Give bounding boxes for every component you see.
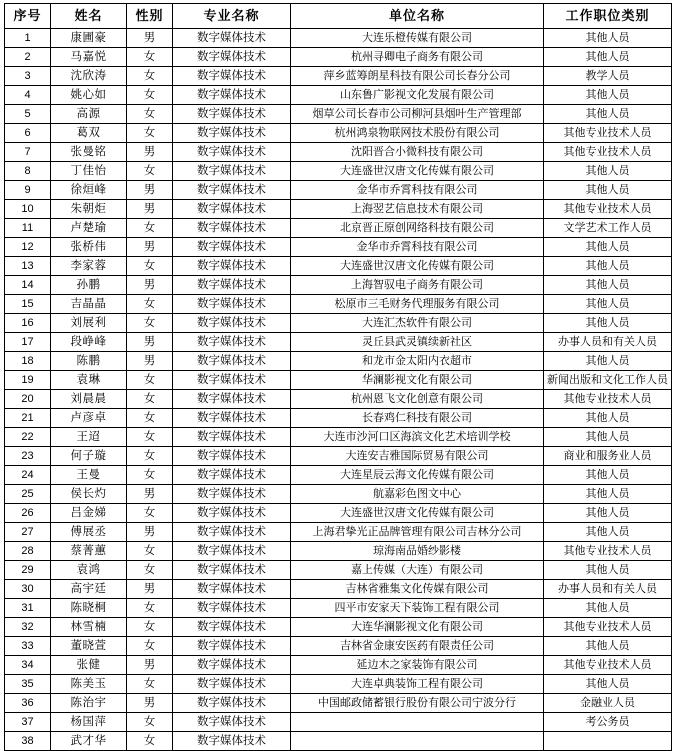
cell-name: 陈治宇 [51,694,127,713]
header-gender: 性别 [127,4,173,29]
cell-gender: 女 [127,257,173,276]
cell-gender: 女 [127,542,173,561]
cell-unit: 杭州鸿泉物联网技术股份有限公司 [291,124,544,143]
cell-job-type: 其他人员 [544,637,672,656]
cell-major: 数字媒体技术 [173,181,291,200]
cell-index: 24 [5,466,51,485]
cell-major: 数字媒体技术 [173,561,291,580]
table-row [5,67,672,86]
table-row [5,656,672,675]
cell-name: 蔡菁蕙 [51,542,127,561]
cell-unit: 灵丘县武灵镇续新社区 [291,333,544,352]
cell-gender: 男 [127,656,173,675]
cell-index: 31 [5,599,51,618]
cell-gender: 男 [127,200,173,219]
cell-job-type: 办事人员和有关人员 [544,333,672,352]
cell-index: 26 [5,504,51,523]
cell-major: 数字媒体技术 [173,504,291,523]
cell-unit: 金华市乔霄科技有限公司 [291,238,544,257]
cell-major: 数字媒体技术 [173,105,291,124]
header-major: 专业名称 [173,4,291,29]
cell-index: 8 [5,162,51,181]
cell-job-type: 其他人员 [544,29,672,48]
cell-name: 林雪楠 [51,618,127,637]
cell-unit: 烟草公司长春市公司柳河县烟叶生产管理部 [291,105,544,124]
cell-job-type: 其他人员 [544,238,672,257]
cell-name: 陈晓桐 [51,599,127,618]
cell-name: 朱朝炬 [51,200,127,219]
cell-index: 21 [5,409,51,428]
cell-unit: 吉林省金康安医药有限责任公司 [291,637,544,656]
cell-job-type: 其他专业技术人员 [544,542,672,561]
table-row [5,200,672,219]
table-row [5,238,672,257]
cell-gender: 男 [127,580,173,599]
cell-name: 吕金娣 [51,504,127,523]
cell-gender: 女 [127,428,173,447]
cell-name: 侯长灼 [51,485,127,504]
cell-major: 数字媒体技术 [173,162,291,181]
table-header-row [5,4,672,29]
cell-unit: 航嘉彩色图文中心 [291,485,544,504]
cell-index: 4 [5,86,51,105]
cell-name: 董晓萱 [51,637,127,656]
cell-name: 段峥峰 [51,333,127,352]
cell-job-type: 其他人员 [544,276,672,295]
cell-name: 丁佳怡 [51,162,127,181]
cell-major: 数字媒体技术 [173,694,291,713]
cell-index: 3 [5,67,51,86]
cell-unit: 萍乡蓝筹朗星科技有限公司长春分公司 [291,67,544,86]
cell-gender: 女 [127,466,173,485]
table-row [5,599,672,618]
cell-name: 袁琳 [51,371,127,390]
cell-gender: 男 [127,143,173,162]
cell-gender: 男 [127,485,173,504]
cell-job-type: 其他人员 [544,485,672,504]
table-row [5,447,672,466]
table-row [5,352,672,371]
cell-major: 数字媒体技术 [173,276,291,295]
cell-gender: 女 [127,219,173,238]
table-row [5,580,672,599]
header-unit: 单位名称 [291,4,544,29]
table-row [5,371,672,390]
cell-job-type: 其他人员 [544,181,672,200]
cell-major: 数字媒体技术 [173,542,291,561]
cell-gender: 女 [127,599,173,618]
cell-job-type: 其他专业技术人员 [544,656,672,675]
header-job-type: 工作职位类别 [544,4,672,29]
cell-index: 33 [5,637,51,656]
cell-gender: 女 [127,162,173,181]
cell-name: 吉晶晶 [51,295,127,314]
cell-job-type: 其他人员 [544,352,672,371]
cell-job-type: 金融业人员 [544,694,672,713]
cell-index: 28 [5,542,51,561]
cell-gender: 女 [127,371,173,390]
cell-job-type: 其他人员 [544,428,672,447]
cell-name: 武才华 [51,732,127,751]
cell-name: 王曼 [51,466,127,485]
cell-index: 6 [5,124,51,143]
cell-gender: 男 [127,276,173,295]
table-row [5,333,672,352]
cell-unit: 大连乐橙传媒有限公司 [291,29,544,48]
cell-major: 数字媒体技术 [173,485,291,504]
cell-job-type: 其他人员 [544,523,672,542]
cell-major: 数字媒体技术 [173,124,291,143]
cell-name: 何子璇 [51,447,127,466]
cell-unit: 大连汇杰软件有限公司 [291,314,544,333]
cell-major: 数字媒体技术 [173,656,291,675]
cell-unit: 延边木之家装饰有限公司 [291,656,544,675]
table-row [5,219,672,238]
cell-name: 王迢 [51,428,127,447]
cell-gender: 男 [127,333,173,352]
cell-gender: 女 [127,713,173,732]
cell-major: 数字媒体技术 [173,48,291,67]
table-row [5,48,672,67]
cell-unit: 大连盛世汉唐文化传媒有限公司 [291,257,544,276]
cell-index: 11 [5,219,51,238]
cell-major: 数字媒体技术 [173,257,291,276]
cell-name: 陈鹏 [51,352,127,371]
cell-job-type: 商业和服务业人员 [544,447,672,466]
cell-name: 刘展利 [51,314,127,333]
cell-name: 张健 [51,656,127,675]
cell-job-type: 其他专业技术人员 [544,390,672,409]
table-row [5,257,672,276]
cell-major: 数字媒体技术 [173,732,291,751]
cell-job-type: 其他专业技术人员 [544,143,672,162]
cell-index: 20 [5,390,51,409]
cell-unit: 松原市三毛财务代理服务有限公司 [291,295,544,314]
cell-unit [291,713,544,732]
cell-index: 7 [5,143,51,162]
cell-name: 高宇廷 [51,580,127,599]
table-row [5,162,672,181]
cell-index: 27 [5,523,51,542]
cell-index: 38 [5,732,51,751]
cell-name: 陈美玉 [51,675,127,694]
cell-gender: 女 [127,124,173,143]
table-row [5,295,672,314]
table-row [5,143,672,162]
cell-index: 12 [5,238,51,257]
cell-gender: 男 [127,523,173,542]
cell-major: 数字媒体技术 [173,371,291,390]
cell-job-type: 其他人员 [544,314,672,333]
cell-index: 2 [5,48,51,67]
cell-unit: 大连市沙河口区海滨文化艺术培训学校 [291,428,544,447]
table-row [5,314,672,333]
cell-index: 35 [5,675,51,694]
cell-unit: 四平市安家天下装饰工程有限公司 [291,599,544,618]
cell-major: 数字媒体技术 [173,86,291,105]
cell-major: 数字媒体技术 [173,200,291,219]
cell-gender: 女 [127,48,173,67]
table-row [5,504,672,523]
cell-name: 李家蓉 [51,257,127,276]
cell-major: 数字媒体技术 [173,219,291,238]
table-row [5,276,672,295]
cell-gender: 女 [127,618,173,637]
cell-name: 卢楚瑜 [51,219,127,238]
cell-gender: 女 [127,390,173,409]
cell-name: 徐烜峰 [51,181,127,200]
cell-job-type: 其他人员 [544,257,672,276]
cell-name: 袁鸿 [51,561,127,580]
cell-gender: 男 [127,694,173,713]
cell-job-type: 其他人员 [544,86,672,105]
cell-index: 9 [5,181,51,200]
cell-index: 32 [5,618,51,637]
cell-major: 数字媒体技术 [173,580,291,599]
cell-unit: 上海智驭电子商务有限公司 [291,276,544,295]
cell-major: 数字媒体技术 [173,390,291,409]
table-row [5,618,672,637]
cell-gender: 女 [127,675,173,694]
cell-unit: 大连盛世汉唐文化传媒有限公司 [291,504,544,523]
table-row [5,409,672,428]
cell-gender: 女 [127,86,173,105]
cell-unit: 北京晋正原创网络科技有限公司 [291,219,544,238]
cell-index: 18 [5,352,51,371]
cell-unit: 华澜影视文化有限公司 [291,371,544,390]
cell-job-type: 其他人员 [544,599,672,618]
cell-unit: 嘉上传媒（大连）有限公司 [291,561,544,580]
cell-major: 数字媒体技术 [173,143,291,162]
cell-major: 数字媒体技术 [173,314,291,333]
cell-gender: 男 [127,181,173,200]
table-row [5,390,672,409]
cell-major: 数字媒体技术 [173,713,291,732]
cell-name: 葛双 [51,124,127,143]
cell-gender: 女 [127,67,173,86]
cell-name: 傅展丞 [51,523,127,542]
cell-job-type: 考公务员 [544,713,672,732]
cell-index: 19 [5,371,51,390]
cell-major: 数字媒体技术 [173,67,291,86]
cell-unit: 杭州恩飞文化创意有限公司 [291,390,544,409]
cell-unit: 杭州寻卿电子商务有限公司 [291,48,544,67]
cell-gender: 男 [127,352,173,371]
cell-index: 10 [5,200,51,219]
cell-job-type: 其他人员 [544,48,672,67]
cell-name: 马嘉悦 [51,48,127,67]
cell-gender: 女 [127,447,173,466]
cell-name: 孙鹏 [51,276,127,295]
cell-name: 康圃豪 [51,29,127,48]
table-row [5,732,672,751]
cell-gender: 男 [127,238,173,257]
table-row [5,124,672,143]
cell-major: 数字媒体技术 [173,618,291,637]
cell-index: 15 [5,295,51,314]
cell-unit: 琼海南品婚纱影楼 [291,542,544,561]
cell-job-type: 办事人员和有关人员 [544,580,672,599]
cell-index: 30 [5,580,51,599]
table-row [5,675,672,694]
cell-index: 17 [5,333,51,352]
cell-unit: 大连卓典装饰工程有限公司 [291,675,544,694]
cell-index: 22 [5,428,51,447]
cell-index: 14 [5,276,51,295]
cell-unit: 上海翌艺信息技术有限公司 [291,200,544,219]
cell-unit: 中国邮政储蓄银行股份有限公司宁波分行 [291,694,544,713]
cell-unit: 吉林省雅集文化传媒有限公司 [291,580,544,599]
cell-major: 数字媒体技术 [173,352,291,371]
cell-gender: 女 [127,409,173,428]
table-row [5,181,672,200]
cell-name: 姚心如 [51,86,127,105]
cell-index: 37 [5,713,51,732]
cell-name: 张曼铭 [51,143,127,162]
cell-unit: 金华市乔霄科技有限公司 [291,181,544,200]
table-row [5,637,672,656]
cell-job-type [544,732,672,751]
cell-job-type: 文学艺术工作人员 [544,219,672,238]
cell-index: 34 [5,656,51,675]
cell-index: 16 [5,314,51,333]
table-row [5,523,672,542]
cell-index: 25 [5,485,51,504]
table-row [5,485,672,504]
cell-job-type: 其他专业技术人员 [544,618,672,637]
table-row [5,29,672,48]
cell-index: 5 [5,105,51,124]
cell-gender: 女 [127,105,173,124]
cell-unit: 长春鸡仁科技有限公司 [291,409,544,428]
cell-job-type: 教学人员 [544,67,672,86]
cell-gender: 女 [127,637,173,656]
cell-job-type: 其他专业技术人员 [544,124,672,143]
table-row [5,428,672,447]
cell-gender: 女 [127,732,173,751]
cell-job-type: 其他人员 [544,105,672,124]
cell-job-type: 其他人员 [544,295,672,314]
table-row [5,713,672,732]
cell-gender: 女 [127,504,173,523]
cell-major: 数字媒体技术 [173,238,291,257]
cell-major: 数字媒体技术 [173,428,291,447]
cell-major: 数字媒体技术 [173,675,291,694]
cell-gender: 女 [127,314,173,333]
cell-name: 卢彦卓 [51,409,127,428]
cell-major: 数字媒体技术 [173,29,291,48]
cell-major: 数字媒体技术 [173,523,291,542]
cell-job-type: 其他专业技术人员 [544,200,672,219]
cell-major: 数字媒体技术 [173,466,291,485]
cell-unit: 沈阳晋合小微科技有限公司 [291,143,544,162]
cell-index: 29 [5,561,51,580]
cell-unit: 大连星辰云海文化传媒有限公司 [291,466,544,485]
cell-index: 1 [5,29,51,48]
table-row [5,105,672,124]
cell-major: 数字媒体技术 [173,409,291,428]
cell-name: 刘晨晨 [51,390,127,409]
cell-unit [291,732,544,751]
cell-job-type: 其他人员 [544,466,672,485]
cell-name: 高源 [51,105,127,124]
header-index: 序号 [5,4,51,29]
cell-index: 13 [5,257,51,276]
cell-job-type: 新闻出版和文化工作人员 [544,371,672,390]
table-row [5,86,672,105]
student-roster-table [4,3,672,751]
cell-major: 数字媒体技术 [173,295,291,314]
cell-job-type: 其他人员 [544,409,672,428]
cell-job-type: 其他人员 [544,561,672,580]
cell-unit: 大连盛世汉唐文化传媒有限公司 [291,162,544,181]
cell-unit: 上海君挚光正品牌管理有限公司吉林分公司 [291,523,544,542]
table-row [5,542,672,561]
cell-major: 数字媒体技术 [173,599,291,618]
cell-name: 张桥伟 [51,238,127,257]
cell-job-type: 其他人员 [544,504,672,523]
cell-job-type: 其他人员 [544,162,672,181]
cell-index: 36 [5,694,51,713]
cell-gender: 女 [127,295,173,314]
cell-major: 数字媒体技术 [173,637,291,656]
cell-name: 杨国萍 [51,713,127,732]
cell-unit: 大连安吉雅国际贸易有限公司 [291,447,544,466]
cell-job-type: 其他人员 [544,675,672,694]
cell-unit: 大连华澜影视文化有限公司 [291,618,544,637]
cell-major: 数字媒体技术 [173,333,291,352]
cell-name: 沈欣涛 [51,67,127,86]
cell-unit: 山东鲁广影视文化发展有限公司 [291,86,544,105]
cell-gender: 男 [127,29,173,48]
table-row [5,561,672,580]
header-name: 姓名 [51,4,127,29]
cell-index: 23 [5,447,51,466]
table-row [5,466,672,485]
cell-gender: 女 [127,561,173,580]
cell-unit: 和龙市金太阳内衣超市 [291,352,544,371]
table-row [5,694,672,713]
cell-major: 数字媒体技术 [173,447,291,466]
